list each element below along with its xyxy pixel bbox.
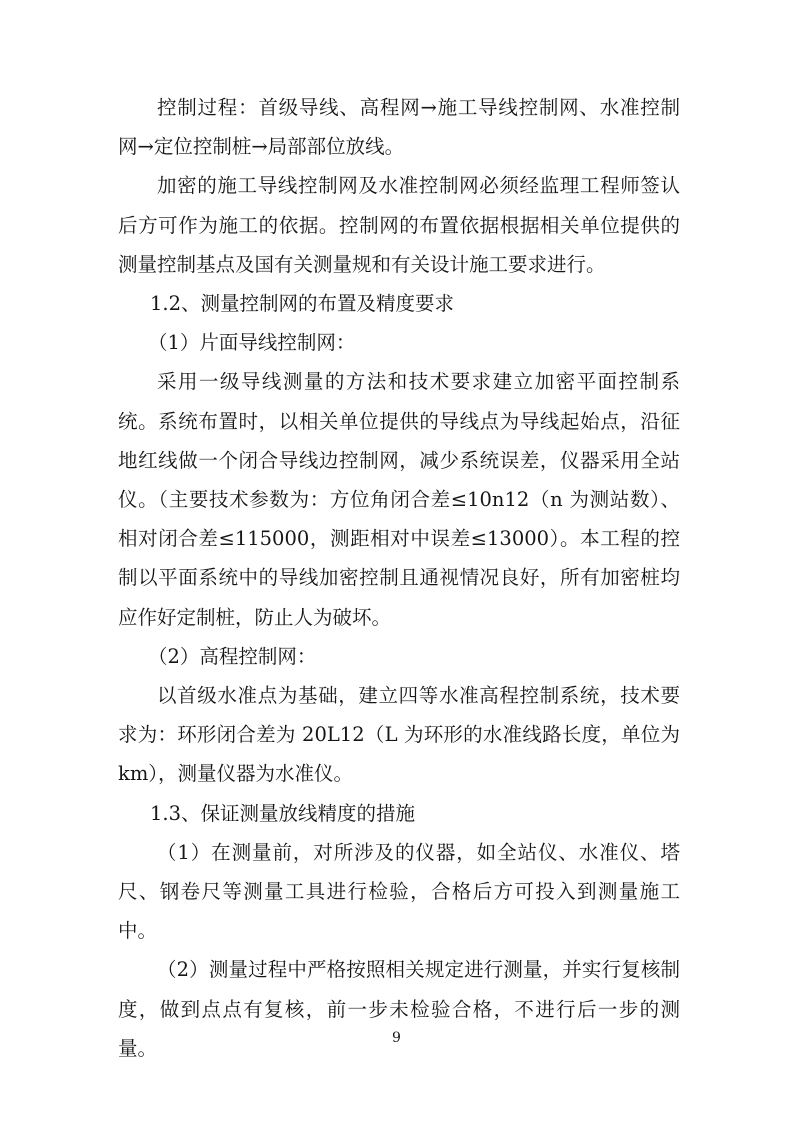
heading-1-3: 1.3、保证测量放线精度的措施 — [150, 801, 416, 825]
paragraph-elevation-control-details: 以首级水准点为基础，建立四等水准高程控制系统，技术要求为：环形闭合差为 20L12（L 为环形的水准线路长度，单位为 km），测量仪器为水准仪。 — [118, 684, 680, 786]
list-label-1-planar-traverse-network: （1）片面导线控制网： — [148, 331, 356, 355]
paragraph-control-process: 控制过程：首级导线、高程网→施工导线控制网、水准控制网→定位控制桩→局部部位放线。 — [118, 96, 680, 159]
paragraph-planar-traverse-details: 采用一级导线测量的方法和技术要求建立加密平面控制系统。系统布置时，以相关单位提供的导线点为导线起始点，沿征地红线做一个闭合导线边控制网，减少系统误差，仪器采用全站仪。（主要技术参数为：方位角闭合差≤10n12（n 为测站数）、相对闭合差≤115000，测距相对中误差≤13000）。本工程的控制以平面系统中的导线加密控制且通视情况良好，所有加密桩均应作好定制桩，防止人为破坏。 — [118, 370, 680, 629]
heading-1-2: 1.2、测量控制网的布置及精度要求 — [150, 292, 455, 316]
paragraph-measure-2-review-system: （2）测量过程中严格按照相关规定进行测量，并实行复核制度，做到点点有复核，前一步未检验合格，不进行后一步的测量。 — [118, 958, 680, 1060]
paragraph-measure-1-instrument-check: （1）在测量前，对所涉及的仪器，如全站仪、水准仪、塔尺、钢卷尺等测量工具进行检验，合格后方可投入到测量施工中。 — [118, 840, 680, 943]
page-number: 9 — [392, 1030, 401, 1046]
document-body — [118, 88, 680, 1068]
paragraph-encrypted-network: 加密的施工导线控制网及水准控制网必须经监理工程师签认后方可作为施工的依据。控制网的布置依据根据相关单位提供的测量控制基点及国有关测量规和有关设计施工要求进行。 — [118, 174, 680, 276]
list-label-2-elevation-control-network: （2）高程控制网： — [148, 644, 317, 668]
